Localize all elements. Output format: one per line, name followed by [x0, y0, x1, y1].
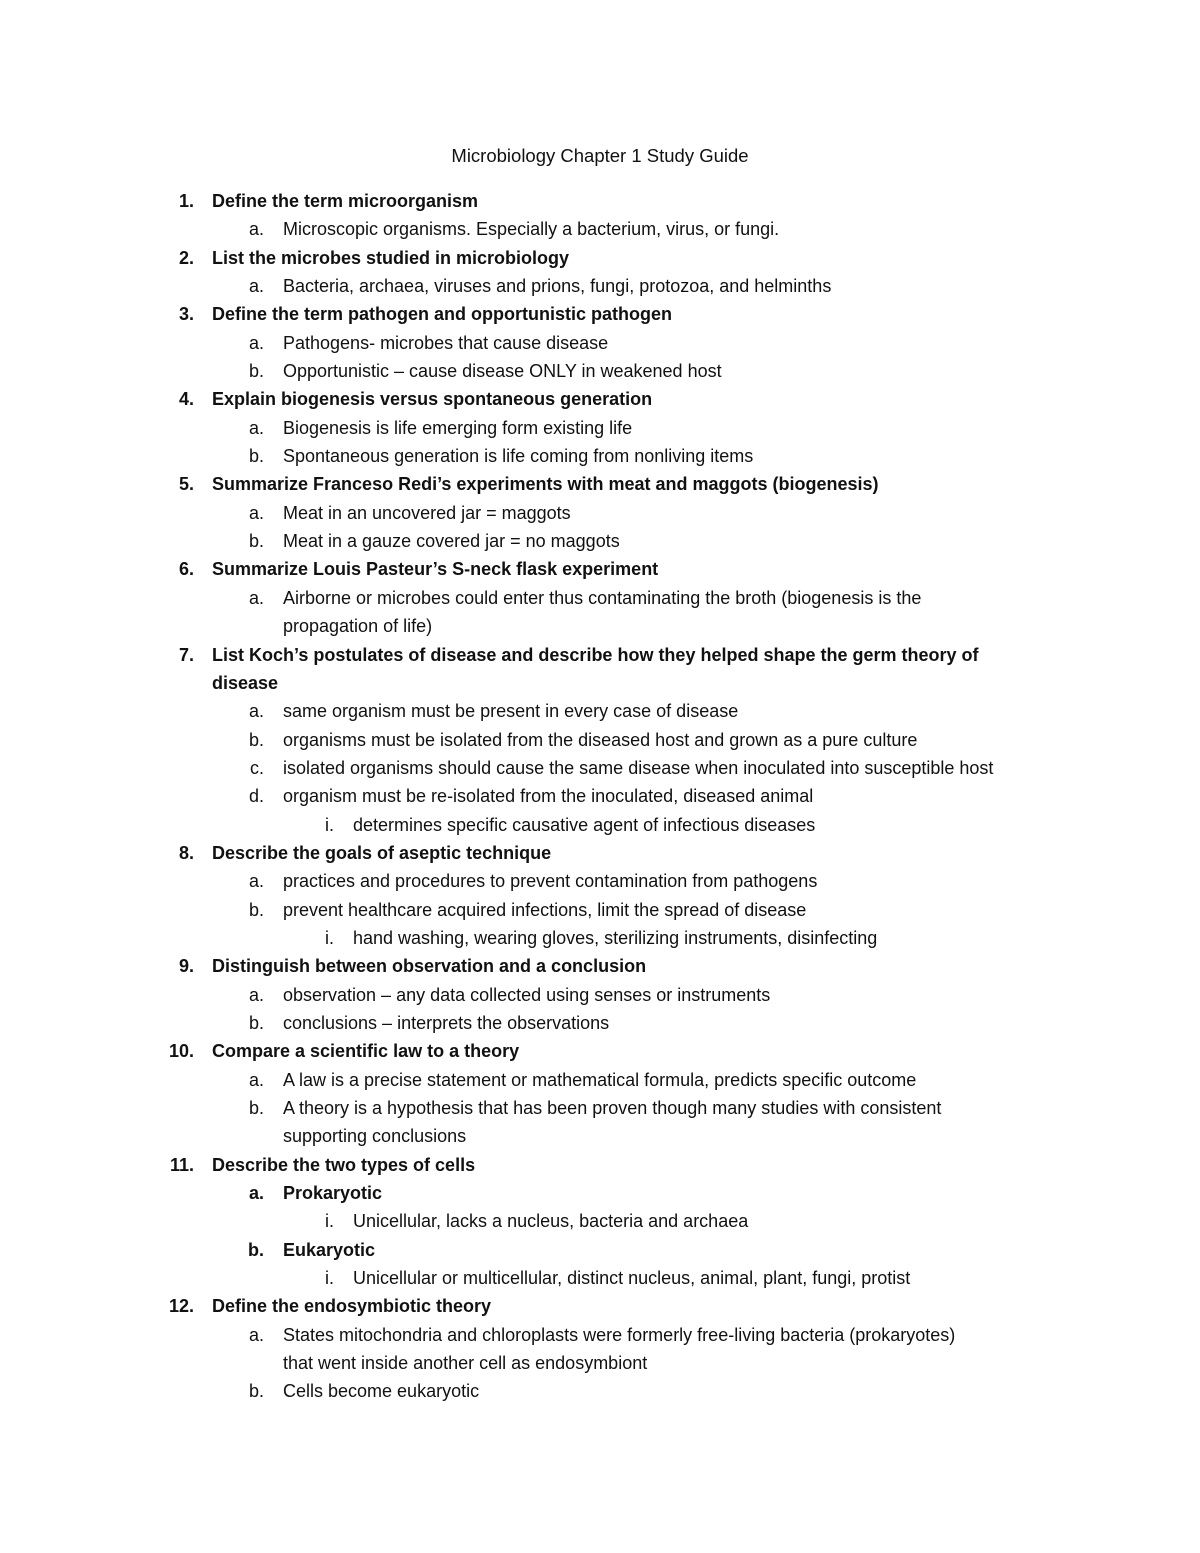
list-marker: 6. — [178, 559, 194, 580]
sub-answer-item — [0, 1264, 1200, 1292]
answer-item — [0, 697, 1200, 725]
list-item-text: Microscopic organisms. Especially a bacterium, virus, or fungi. — [283, 219, 780, 240]
list-marker: a. — [248, 332, 264, 353]
list-item-text: Describe the two types of cells — [212, 1154, 476, 1175]
question-item — [0, 1151, 1200, 1179]
question-item — [0, 385, 1200, 413]
answer-item — [0, 1066, 1200, 1094]
list-marker: i. — [325, 814, 334, 835]
list-item-text: Compare a scientific law to a theory — [212, 1041, 520, 1062]
list-item-text: hand washing, wearing gloves, sterilizing instruments, disinfecting — [353, 927, 878, 948]
list-item-text: States mitochondria and chloroplasts were formerly free-living bacteria (prokaryotes) — [283, 1324, 956, 1345]
answer-item — [0, 754, 1200, 782]
list-item-text: supporting conclusions — [283, 1126, 467, 1147]
list-marker: i. — [325, 1211, 334, 1232]
list-item-text: Meat in an uncovered jar = maggots — [283, 502, 571, 523]
list-item-text: Summarize Franceso Redi’s experiments with meat and maggots (biogenesis) — [212, 474, 879, 495]
list-marker: b. — [248, 1098, 264, 1118]
list-marker: a. — [248, 502, 264, 523]
list-item-text: Meat in a gauze covered jar = no maggots — [283, 531, 620, 552]
sub-answer-item — [0, 924, 1200, 952]
list-item-text: Explain biogenesis versus spontaneous generation — [212, 389, 653, 410]
list-marker: 2. — [178, 247, 194, 268]
sub-answer-item — [0, 811, 1200, 839]
study-guide-list — [0, 187, 1200, 1406]
list-item-text: practices and procedures to prevent contamination from pathogens — [283, 871, 818, 892]
list-item-text: A law is a precise statement or mathematical formula, predicts specific outcome — [283, 1069, 917, 1090]
list-item-text: Describe the goals of aseptic technique — [212, 842, 552, 863]
question-item — [0, 300, 1200, 328]
list-marker: i. — [325, 927, 334, 948]
list-item-text: Pathogens- microbes that cause disease — [283, 332, 609, 353]
list-marker: b. — [248, 1012, 264, 1033]
list-marker: 1. — [178, 191, 194, 211]
list-marker: i. — [325, 1268, 334, 1289]
answer-item — [0, 726, 1200, 754]
list-item-text: Define the term pathogen and opportunistic pathogen — [212, 304, 673, 325]
question-item — [0, 839, 1200, 867]
answer-item — [0, 215, 1200, 243]
list-marker: a. — [248, 276, 264, 297]
list-item-text: Opportunistic – cause disease ONLY in weakened host — [283, 361, 722, 382]
list-item-text: Cells become eukaryotic — [283, 1381, 480, 1402]
question-item — [0, 1292, 1200, 1320]
answer-item — [0, 527, 1200, 555]
answer-item — [0, 867, 1200, 895]
list-item-text: Unicellular or multicellular, distinct nucleus, animal, plant, fungi, protist — [353, 1268, 911, 1289]
answer-item — [0, 584, 1200, 612]
answer-continuation — [0, 612, 1200, 640]
question-item — [0, 1037, 1200, 1065]
answer-item — [0, 357, 1200, 385]
list-marker: d. — [248, 786, 264, 807]
question-item — [0, 641, 1200, 669]
answer-item — [0, 1321, 1200, 1349]
list-marker: 3. — [178, 304, 194, 325]
answer-item — [0, 1179, 1200, 1207]
list-marker: b. — [248, 1239, 264, 1260]
list-marker: a. — [248, 219, 264, 240]
list-marker: 11. — [169, 1154, 194, 1175]
list-marker: 10. — [168, 1041, 194, 1062]
list-marker: b. — [248, 531, 264, 552]
list-item-text: Define the term microorganism — [212, 191, 479, 211]
list-item-text: A theory is a hypothesis that has been proven though many studies with consistent — [283, 1098, 942, 1118]
list-item-text: Eukaryotic — [283, 1239, 376, 1260]
list-marker: a. — [248, 701, 264, 722]
list-item-text: List the microbes studied in microbiology — [212, 247, 570, 268]
answer-item — [0, 272, 1200, 300]
question-item — [0, 244, 1200, 272]
list-item-text: isolated organisms should cause the same disease when inoculated into susceptible host — [283, 757, 994, 778]
list-item-text: conclusions – interprets the observations — [283, 1012, 610, 1033]
sub-answer-item — [0, 1207, 1200, 1235]
list-marker: 7. — [178, 644, 194, 665]
answer-item — [0, 1009, 1200, 1037]
answer-item — [0, 414, 1200, 442]
answer-item — [0, 1236, 1200, 1264]
list-item-text: disease — [212, 672, 279, 693]
list-marker: b. — [248, 729, 264, 750]
list-item-text: same organism must be present in every case of disease — [283, 701, 739, 722]
list-marker: 5. — [178, 474, 194, 495]
list-item-text: organism must be re-isolated from the inoculated, diseased animal — [283, 786, 814, 807]
list-marker: 9. — [178, 956, 194, 977]
list-item-text: Summarize Louis Pasteur’s S-neck flask experiment — [212, 559, 659, 580]
list-item-text: that went inside another cell as endosymbiont — [283, 1353, 648, 1374]
list-marker: b. — [248, 899, 264, 920]
list-marker: b. — [248, 446, 264, 467]
answer-item — [0, 782, 1200, 810]
document-title: Microbiology Chapter 1 Study Guide — [451, 145, 749, 166]
list-item-text: determines specific causative agent of infectious diseases — [353, 814, 816, 835]
list-marker: a. — [248, 417, 264, 438]
answer-item — [0, 981, 1200, 1009]
list-item-text: List Koch’s postulates of disease and describe how they helped shape the germ theory of — [212, 644, 979, 665]
list-marker: b. — [248, 1381, 264, 1402]
answer-item — [0, 1094, 1200, 1122]
question-continuation — [0, 669, 1200, 697]
list-item-text: Spontaneous generation is life coming from nonliving items — [283, 446, 754, 467]
list-marker: a. — [248, 1069, 264, 1090]
list-item-text: Prokaryotic — [283, 1183, 383, 1204]
list-item-text: Unicellular, lacks a nucleus, bacteria and archaea — [353, 1211, 749, 1232]
answer-item — [0, 329, 1200, 357]
list-item-text: observation – any data collected using senses or instruments — [283, 984, 771, 1005]
list-marker: a. — [248, 587, 264, 608]
list-item-text: Biogenesis is life emerging form existing life — [283, 417, 633, 438]
list-marker: a. — [248, 871, 264, 892]
list-item-text: propagation of life) — [283, 616, 433, 637]
list-item-text: Bacteria, archaea, viruses and prions, fungi, protozoa, and helminths — [283, 276, 832, 297]
list-marker: 8. — [178, 842, 194, 863]
list-marker: a. — [248, 984, 264, 1005]
list-marker: b. — [248, 361, 264, 382]
list-item-text: organisms must be isolated from the diseased host and grown as a pure culture — [283, 729, 918, 750]
answer-item — [0, 499, 1200, 527]
list-marker: c. — [249, 757, 264, 778]
answer-continuation — [0, 1122, 1200, 1150]
question-item — [0, 555, 1200, 583]
list-marker: 4. — [178, 389, 194, 410]
question-item — [0, 952, 1200, 980]
question-item — [0, 187, 1200, 215]
answer-item — [0, 442, 1200, 470]
list-item-text: Define the endosymbiotic theory — [212, 1296, 492, 1317]
list-item-text: Distinguish between observation and a conclusion — [212, 956, 647, 977]
list-item-text: Airborne or microbes could enter thus contaminating the broth (biogenesis is the — [283, 587, 922, 608]
answer-item — [0, 1377, 1200, 1405]
list-marker: a. — [248, 1183, 264, 1204]
answer-continuation — [0, 1349, 1200, 1377]
list-item-text: prevent healthcare acquired infections, limit the spread of disease — [283, 899, 807, 920]
list-marker: a. — [248, 1324, 264, 1345]
question-item — [0, 470, 1200, 498]
answer-item — [0, 896, 1200, 924]
list-marker: 12. — [168, 1296, 194, 1317]
